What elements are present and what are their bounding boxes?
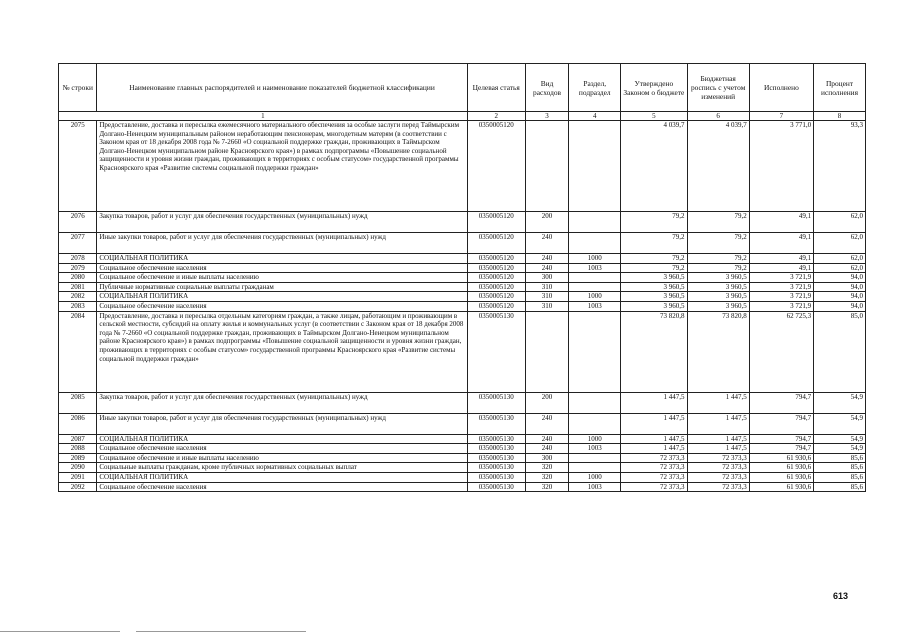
budget-table [58, 63, 866, 492]
row-target-article: 0350005120 [467, 282, 525, 292]
table-row [59, 434, 866, 444]
row-target-article: 0350005120 [467, 292, 525, 302]
row-section: 1000 [569, 434, 621, 444]
row-number: 2082 [59, 292, 97, 302]
table-row [59, 453, 866, 463]
row-schedule: 1 447,5 [687, 434, 749, 444]
row-section: 1000 [569, 472, 621, 482]
header-type: Вид расходов [525, 64, 569, 112]
row-number: 2076 [59, 212, 97, 233]
column-number: 1 [59, 112, 468, 121]
row-executed: 49,1 [749, 212, 813, 233]
row-number: 2080 [59, 273, 97, 283]
row-expense-type: 310 [525, 282, 569, 292]
table-row [59, 263, 866, 273]
row-expense-type: 310 [525, 301, 569, 311]
row-section [569, 212, 621, 233]
row-target-article: 0350005120 [467, 212, 525, 233]
row-approved: 3 960,5 [621, 273, 687, 283]
row-number: 2088 [59, 444, 97, 454]
row-number: 2079 [59, 263, 97, 273]
row-section [569, 233, 621, 254]
row-executed: 3 721,9 [749, 292, 813, 302]
row-target-article: 0350005130 [467, 453, 525, 463]
row-approved: 1 447,5 [621, 444, 687, 454]
row-name: СОЦИАЛЬНАЯ ПОЛИТИКА [97, 434, 467, 444]
row-executed: 794,7 [749, 392, 813, 413]
row-name: Социальные выплаты гражданам, кроме публичных нормативных социальных выплат [97, 463, 467, 473]
row-name: Социальное обеспечение и иные выплаты населению [97, 453, 467, 463]
table-row [59, 273, 866, 283]
row-expense-type: 200 [525, 392, 569, 413]
row-schedule: 3 960,5 [687, 282, 749, 292]
header-approved: Утверждено Законом о бюджете [621, 64, 687, 112]
row-name: Публичные нормативные социальные выплаты гражданам [97, 282, 467, 292]
table-row [59, 463, 866, 473]
row-approved: 73 820,8 [621, 311, 687, 392]
row-schedule: 72 373,3 [687, 453, 749, 463]
row-schedule: 3 960,5 [687, 273, 749, 283]
row-section: 1000 [569, 292, 621, 302]
row-approved: 4 039,7 [621, 121, 687, 212]
row-name: Закупка товаров, работ и услуг для обеспечения государственных (муниципальных) нужд [97, 392, 467, 413]
row-percent: 85,6 [814, 453, 866, 463]
row-percent: 85,6 [814, 463, 866, 473]
row-number: 2086 [59, 413, 97, 434]
row-approved: 1 447,5 [621, 434, 687, 444]
row-expense-type: 200 [525, 212, 569, 233]
column-number: 6 [687, 112, 749, 121]
row-percent: 85,0 [814, 311, 866, 392]
row-approved: 79,2 [621, 263, 687, 273]
table-row [59, 212, 866, 233]
row-name: Социальное обеспечение населения [97, 263, 467, 273]
row-expense-type: 320 [525, 482, 569, 492]
row-schedule: 73 820,8 [687, 311, 749, 392]
row-target-article: 0350005130 [467, 434, 525, 444]
row-name: СОЦИАЛЬНАЯ ПОЛИТИКА [97, 254, 467, 264]
row-section [569, 282, 621, 292]
row-schedule: 3 960,5 [687, 292, 749, 302]
header-percent: Процент исполнения [814, 64, 866, 112]
row-number: 2089 [59, 453, 97, 463]
row-name: Предоставление, доставка и пересылка ежемесячного материального обеспечения за особые заслуги перед Таймырским Долгано-Ненецким муниципальным районом неработающим пенсионерам, многодетным матерям (в соответствии с Законом края от 18 декабря 2008 года № 7-2660 «О социальной поддержке граждан, проживающих в Таймырском Долгано-Ненецком муниципальном районе Красноярского края») в рамках подпрограммы «Повышение социальной защищенности и уровня жизни граждан, проживающих в территориях с особым статусом» государственной программы Красноярского края «Развитие системы социальной поддержки граждан» [97, 121, 467, 212]
row-number: 2087 [59, 434, 97, 444]
row-executed: 61 930,6 [749, 453, 813, 463]
row-section [569, 453, 621, 463]
table-row [59, 472, 866, 482]
row-name: Предоставление, доставка и пересылка отдельным категориям граждан, а также лицам, работающим и проживающим в сельской местности, субсидий на оплату жилья и коммунальных услуг (в соответствии с Законом края от 18 декабря 2008 года № 7-2660 «О социальной поддержке граждан, проживающих в Таймырском Долгано-Ненецком муниципальном районе Красноярского края») в рамках подпрограммы «Повышение социальной защищенности и уровня жизни граждан, проживающих в территориях с особым статусом» государственной программы Красноярского края «Развитие системы социальной поддержки граждан» [97, 311, 467, 392]
table-row [59, 233, 866, 254]
row-percent: 85,6 [814, 482, 866, 492]
row-section [569, 392, 621, 413]
row-section [569, 413, 621, 434]
row-executed: 794,7 [749, 444, 813, 454]
row-executed: 61 930,6 [749, 472, 813, 482]
table-row [59, 292, 866, 302]
column-number: 3 [525, 112, 569, 121]
row-executed: 61 930,6 [749, 482, 813, 492]
row-executed: 49,1 [749, 254, 813, 264]
row-percent: 85,6 [814, 472, 866, 482]
row-name: Закупка товаров, работ и услуг для обеспечения государственных (муниципальных) нужд [97, 212, 467, 233]
row-executed: 3 721,9 [749, 273, 813, 283]
row-section: 1003 [569, 301, 621, 311]
row-schedule: 79,2 [687, 212, 749, 233]
row-name: Социальное обеспечение населения [97, 482, 467, 492]
table-row [59, 282, 866, 292]
row-section [569, 311, 621, 392]
row-section [569, 273, 621, 283]
row-target-article: 0350005130 [467, 311, 525, 392]
table-row [59, 311, 866, 392]
row-approved: 79,2 [621, 254, 687, 264]
row-section [569, 121, 621, 212]
row-executed: 49,1 [749, 233, 813, 254]
row-percent: 54,9 [814, 413, 866, 434]
row-percent: 94,0 [814, 282, 866, 292]
row-name: Иные закупки товаров, работ и услуг для обеспечения государственных (муниципальных) нужд [97, 233, 467, 254]
footer-rule [0, 631, 120, 632]
row-executed: 3 721,9 [749, 301, 813, 311]
row-name: СОЦИАЛЬНАЯ ПОЛИТИКА [97, 472, 467, 482]
row-expense-type: 240 [525, 233, 569, 254]
header-section: Раздел, подраздел [569, 64, 621, 112]
row-approved: 72 373,3 [621, 472, 687, 482]
table-row [59, 482, 866, 492]
row-number: 2092 [59, 482, 97, 492]
table-row [59, 301, 866, 311]
table-row [59, 413, 866, 434]
row-percent: 62,0 [814, 263, 866, 273]
row-executed: 61 930,6 [749, 463, 813, 473]
row-number: 2077 [59, 233, 97, 254]
row-target-article: 0350005120 [467, 121, 525, 212]
column-number-row [59, 112, 866, 121]
row-number: 2083 [59, 301, 97, 311]
row-expense-type: 320 [525, 463, 569, 473]
row-expense-type: 240 [525, 434, 569, 444]
row-target-article: 0350005130 [467, 413, 525, 434]
row-name: Социальное обеспечение населения [97, 444, 467, 454]
row-target-article: 0350005120 [467, 273, 525, 283]
row-expense-type [525, 311, 569, 392]
row-percent: 54,9 [814, 392, 866, 413]
column-number: 7 [749, 112, 813, 121]
row-number: 2075 [59, 121, 97, 212]
row-percent: 62,0 [814, 233, 866, 254]
row-schedule: 72 373,3 [687, 463, 749, 473]
row-number: 2078 [59, 254, 97, 264]
row-executed: 62 725,3 [749, 311, 813, 392]
row-percent: 94,0 [814, 292, 866, 302]
table-row [59, 121, 866, 212]
row-approved: 72 373,3 [621, 453, 687, 463]
row-percent: 54,9 [814, 434, 866, 444]
row-target-article: 0350005120 [467, 263, 525, 273]
row-approved: 3 960,5 [621, 292, 687, 302]
row-target-article: 0350005120 [467, 301, 525, 311]
row-approved: 72 373,3 [621, 463, 687, 473]
page-number: 613 [833, 591, 849, 601]
row-number: 2090 [59, 463, 97, 473]
row-number: 2084 [59, 311, 97, 392]
table-header-row [59, 64, 866, 112]
row-schedule: 1 447,5 [687, 413, 749, 434]
table-row [59, 444, 866, 454]
row-percent: 62,0 [814, 212, 866, 233]
column-number: 5 [621, 112, 687, 121]
row-schedule: 1 447,5 [687, 392, 749, 413]
row-section: 1000 [569, 254, 621, 264]
row-approved: 79,2 [621, 233, 687, 254]
row-percent: 62,0 [814, 254, 866, 264]
row-percent: 94,0 [814, 273, 866, 283]
row-section [569, 463, 621, 473]
header-row-no: № строки [59, 64, 97, 112]
column-number: 2 [467, 112, 525, 121]
row-approved: 1 447,5 [621, 392, 687, 413]
row-schedule: 1 447,5 [687, 444, 749, 454]
row-expense-type: 240 [525, 444, 569, 454]
row-number: 2091 [59, 472, 97, 482]
row-executed: 794,7 [749, 434, 813, 444]
row-schedule: 3 960,5 [687, 301, 749, 311]
row-section: 1003 [569, 444, 621, 454]
row-expense-type: 300 [525, 453, 569, 463]
row-schedule: 79,2 [687, 254, 749, 264]
footer-rule [136, 631, 306, 632]
row-expense-type: 320 [525, 472, 569, 482]
row-executed: 794,7 [749, 413, 813, 434]
table-row [59, 392, 866, 413]
row-executed: 3 771,0 [749, 121, 813, 212]
row-expense-type: 300 [525, 273, 569, 283]
row-approved: 3 960,5 [621, 301, 687, 311]
budget-sheet [58, 63, 866, 492]
row-target-article: 0350005130 [467, 444, 525, 454]
row-target-article: 0350005130 [467, 482, 525, 492]
row-schedule: 72 373,3 [687, 482, 749, 492]
row-executed: 3 721,9 [749, 282, 813, 292]
row-schedule: 79,2 [687, 263, 749, 273]
row-approved: 1 447,5 [621, 413, 687, 434]
row-section: 1003 [569, 482, 621, 492]
row-approved: 3 960,5 [621, 282, 687, 292]
row-target-article: 0350005120 [467, 233, 525, 254]
row-percent: 54,9 [814, 444, 866, 454]
row-target-article: 0350005130 [467, 392, 525, 413]
row-target-article: 0350005130 [467, 463, 525, 473]
row-expense-type: 240 [525, 263, 569, 273]
row-percent: 93,3 [814, 121, 866, 212]
header-target: Целевая статья [467, 64, 525, 112]
row-number: 2085 [59, 392, 97, 413]
header-schedule: Бюджетная роспись с учетом изменений [687, 64, 749, 112]
row-name: Иные закупки товаров, работ и услуг для обеспечения государственных (муниципальных) нужд [97, 413, 467, 434]
row-percent: 94,0 [814, 301, 866, 311]
header-name: Наименование главных распорядителей и наименование показателей бюджетной классификации [97, 64, 467, 112]
row-section: 1003 [569, 263, 621, 273]
header-executed: Исполнено [749, 64, 813, 112]
column-number: 4 [569, 112, 621, 121]
row-schedule: 4 039,7 [687, 121, 749, 212]
column-number: 8 [814, 112, 866, 121]
row-target-article: 0350005130 [467, 472, 525, 482]
row-number: 2081 [59, 282, 97, 292]
row-approved: 72 373,3 [621, 482, 687, 492]
row-executed: 49,1 [749, 263, 813, 273]
row-schedule: 79,2 [687, 233, 749, 254]
row-expense-type: 240 [525, 254, 569, 264]
row-name: СОЦИАЛЬНАЯ ПОЛИТИКА [97, 292, 467, 302]
row-schedule: 72 373,3 [687, 472, 749, 482]
row-expense-type: 240 [525, 413, 569, 434]
row-expense-type: 310 [525, 292, 569, 302]
table-row [59, 254, 866, 264]
row-name: Социальное обеспечение и иные выплаты населению [97, 273, 467, 283]
row-expense-type [525, 121, 569, 212]
row-name: Социальное обеспечение населения [97, 301, 467, 311]
row-target-article: 0350005120 [467, 254, 525, 264]
row-approved: 79,2 [621, 212, 687, 233]
